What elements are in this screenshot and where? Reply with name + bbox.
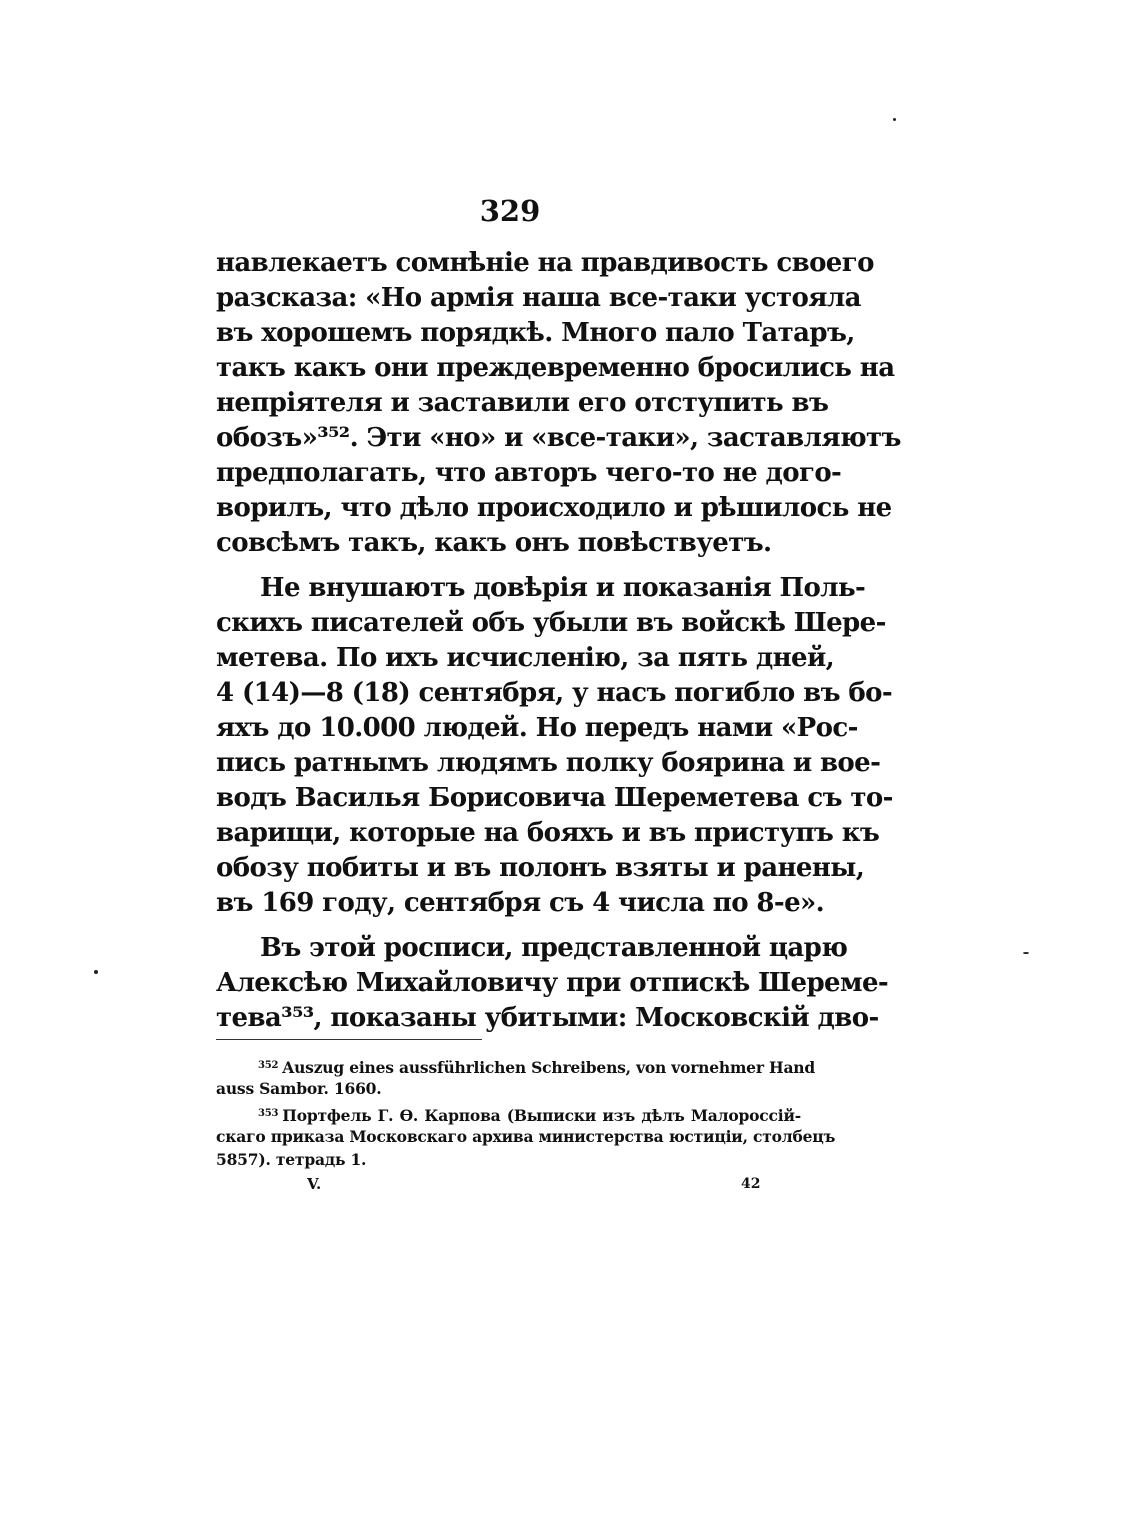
text-line: Не внушаютъ довѣрія и показанія Поль- xyxy=(260,573,866,603)
text-line: ворилъ, что дѣло происходило и рѣшилось не xyxy=(216,493,892,523)
footnote-divider xyxy=(216,1039,482,1040)
text-line: обозу побиты и въ полонъ взяты и ранены, xyxy=(216,853,865,883)
text-line: скихъ писателей объ убыли въ войскѣ Шере- xyxy=(216,608,886,638)
text-line: такъ какъ они преждевременно бросились на xyxy=(216,353,895,383)
text-line: обозъ»³⁵². Эти «но» и «все-таки», заставляютъ xyxy=(216,423,901,453)
text-line: Въ этой росписи, представленной царю xyxy=(260,933,848,963)
text-line: варищи, которые на бояхъ и въ приступъ къ xyxy=(216,818,880,848)
signature-mark: V. xyxy=(307,1175,322,1193)
page-number: 329 xyxy=(479,194,541,228)
text-line: Алексѣю Михайловичу при отпискѣ Шереме- xyxy=(216,968,889,998)
scan-speck xyxy=(94,970,98,974)
footnote-text: Портфель Г. Ѳ. Карпова (Выписки изъ дѣлъ Малороссій- xyxy=(282,1106,801,1125)
scan-speck xyxy=(893,118,896,121)
scan-speck xyxy=(1023,952,1029,954)
text-line: разсказа: «Но армія наша все-таки устояла xyxy=(216,283,861,313)
text-line: совсѣмъ такъ, какъ онъ повѣствуетъ. xyxy=(216,528,772,558)
text-line: въ хорошемъ порядкѣ. Много пало Татаръ, xyxy=(216,318,855,348)
footnote-line: скаго приказа Московскаго архива министерства юстиціи, столбецъ xyxy=(216,1127,836,1146)
text-line: навлекаетъ сомнѣніе на правдивость своего xyxy=(216,248,874,278)
footnote-line xyxy=(216,1102,801,1125)
text-line: 4 (14)—8 (18) сентября, у насъ погибло въ бо- xyxy=(216,678,893,708)
text-line: метева. По ихъ исчисленію, за пять дней, xyxy=(216,643,835,673)
footnote-line: auss Sambor. 1660. xyxy=(216,1079,382,1098)
text-line: тева³⁵³, показаны убитыми: Московскій дво- xyxy=(216,1003,879,1033)
footnote-line xyxy=(216,1054,816,1077)
body-text xyxy=(216,246,901,1036)
text-line: въ 169 году, сентября съ 4 числа по 8-е». xyxy=(216,888,825,918)
footnotes xyxy=(216,1054,836,1171)
text-line: пись ратнымъ людямъ полку боярина и вое- xyxy=(216,748,881,778)
footnote-line: 5857). тетрадь 1. xyxy=(216,1150,367,1169)
footnote-text: Auszug eines aussführlichen Schreibens, von vornehmer Hand xyxy=(282,1058,816,1077)
sheet-number: 42 xyxy=(741,1176,761,1192)
footnote-marker: 353 xyxy=(258,1108,279,1119)
text-line: яхъ до 10.000 людей. Но передъ нами «Рос- xyxy=(216,713,858,743)
footnote-marker: 352 xyxy=(258,1060,279,1071)
text-line: предполагать, что авторъ чего-то не дого- xyxy=(216,458,842,488)
text-line: непріятеля и заставили его отступить въ xyxy=(216,388,829,418)
text-line: водъ Василья Борисовича Шереметева съ то- xyxy=(216,783,893,813)
